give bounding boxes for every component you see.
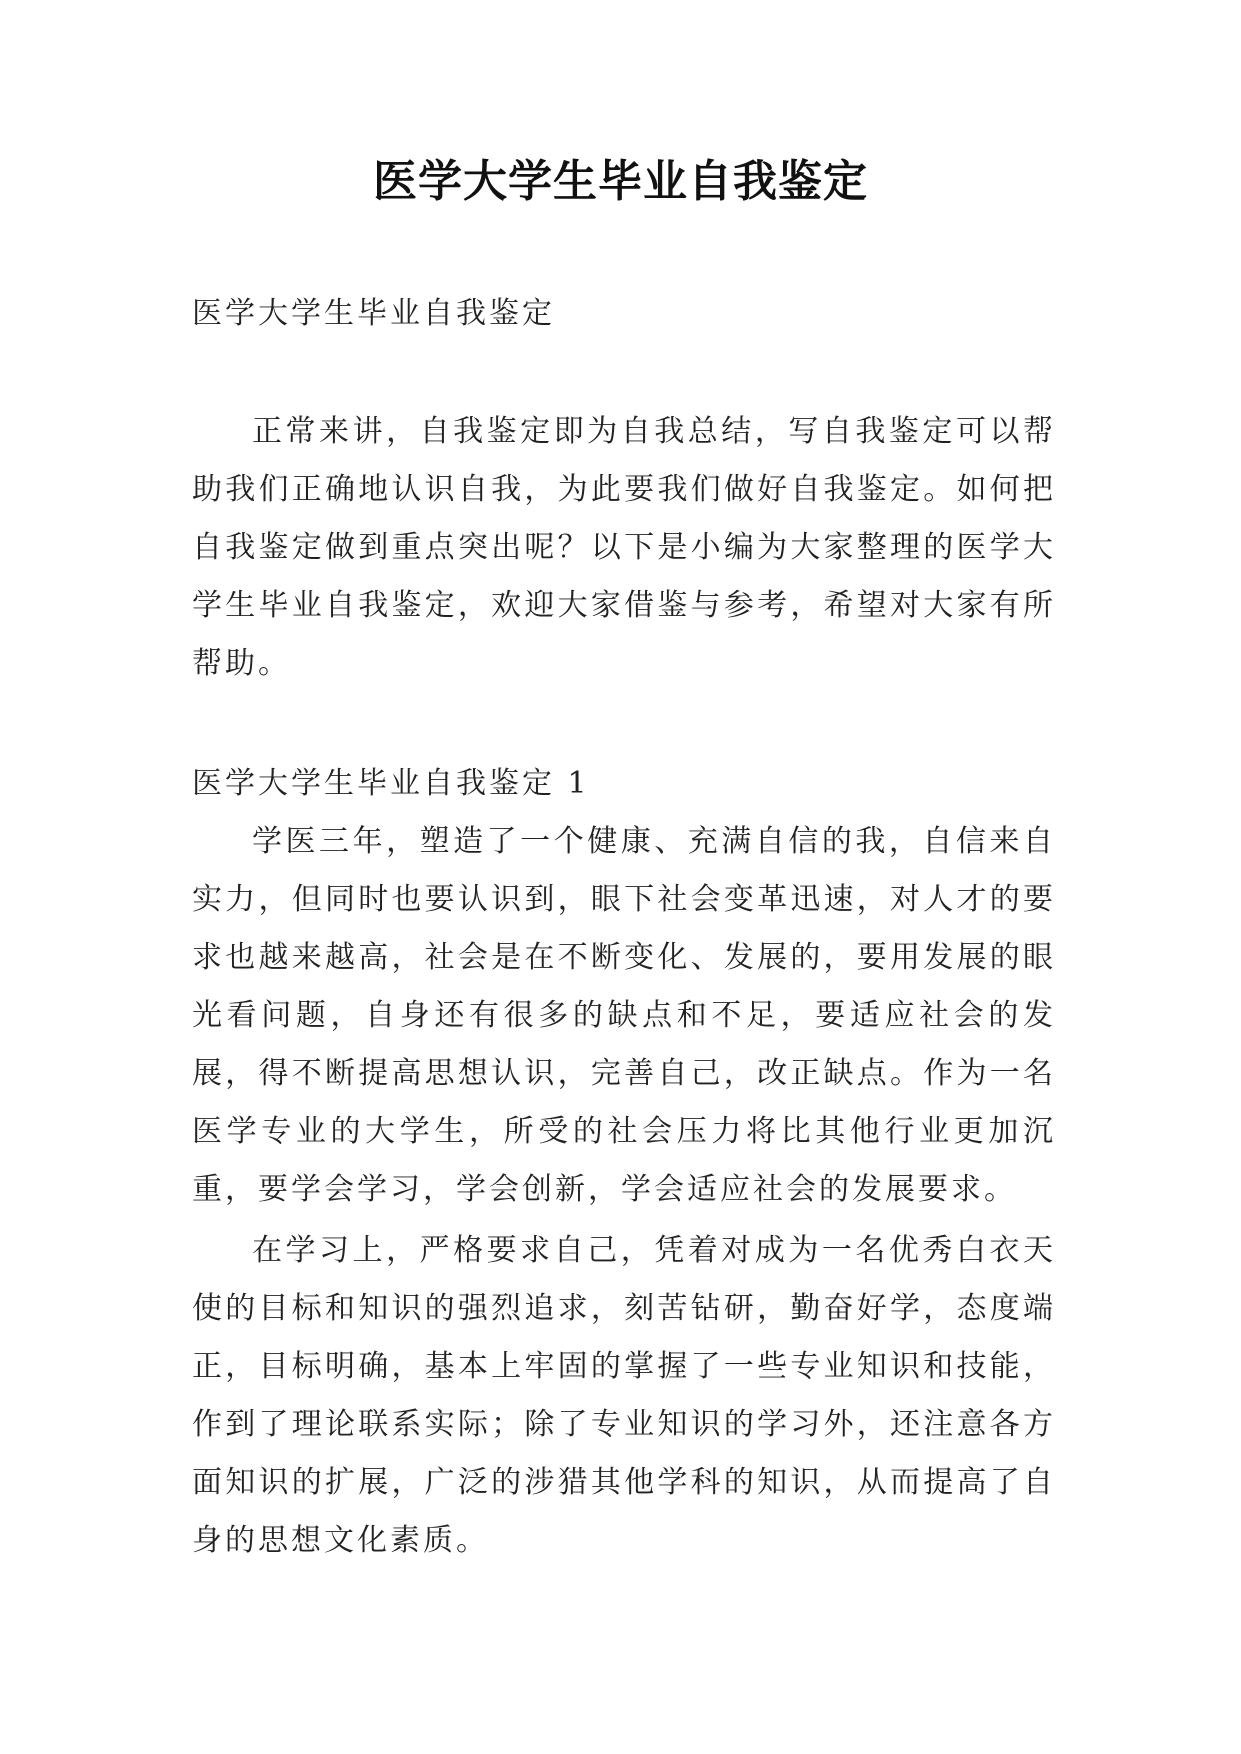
document-title: 医学大学生毕业自我鉴定 bbox=[373, 156, 868, 207]
body-paragraph: 在学习上，严格要求自己，凭着对成为一名优秀白衣天使的目标和知识的强烈追求，刻苦钻研，勤奋好学，态度端正，目标明确，基本上牢固的掌握了一些专业知识和技能，作到了理论联系实际；除了专业知识的学习外，还注意各方面知识的扩展，广泛的涉猎其他学科的知识，从而提高了自身的思想文化素质。 bbox=[192, 1233, 1056, 1558]
intro-paragraph: 正常来讲，自我鉴定即为自我总结，写自我鉴定可以帮助我们正确地认识自我，为此要我们做好自我鉴定。如何把自我鉴定做到重点突出呢？以下是小编为大家整理的医学大学生毕业自我鉴定，欢迎大家借鉴与参考，希望对大家有所帮助。 bbox=[192, 414, 1056, 681]
section-heading: 医学大学生毕业自我鉴定 1 bbox=[192, 766, 590, 801]
document-subtitle: 医学大学生毕业自我鉴定 bbox=[192, 296, 555, 331]
body-paragraph: 学医三年，塑造了一个健康、充满自信的我，自信来自实力，但同时也要认识到，眼下社会变革迅速，对人才的要求也越来越高，社会是在不断变化、发展的，要用发展的眼光看问题，自身还有很多的缺点和不足，要适应社会的发展，得不断提高思想认识，完善自己，改正缺点。作为一名医学专业的大学生，所受的社会压力将比其他行业更加沉重，要学会学习，学会创新，学会适应社会的发展要求。 bbox=[192, 824, 1056, 1207]
